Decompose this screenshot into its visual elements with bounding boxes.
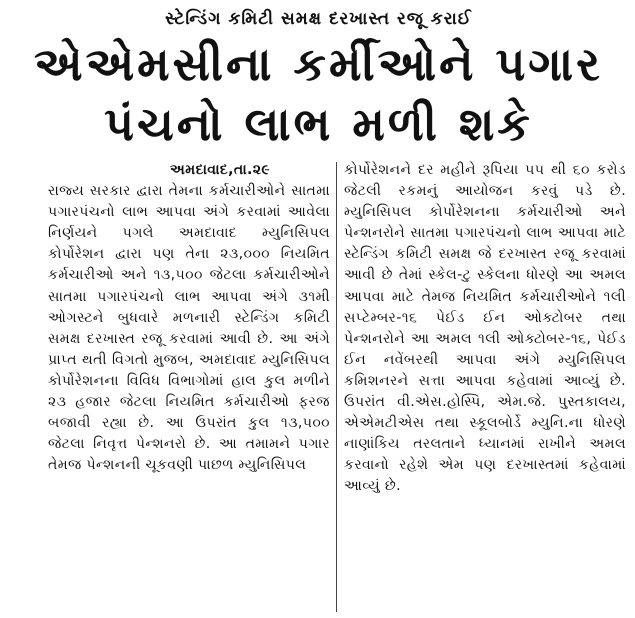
right-column xyxy=(344,160,626,498)
kicker: સ્ટેન્ડિંગ કમિટી સમક્ષ દરખાસ્ત રજૂ કરાઈ xyxy=(165,9,472,29)
headline-line-2: પંચનો લાભ મળી શકે xyxy=(104,97,533,151)
dateline: અમદાવાદ,તા.૨૯ xyxy=(170,162,271,178)
left-column-text: રાજ્ય સરકાર દ્વારા તેમના કર્મચારીઓને સાતમા પગારપંચનો લાભ આપવા અંગે કરવામાં આવેલા નિર્ણયને પગલે અમદાવાદ મ્યુનિસિપલ કોર્પોરેશન દ્વારા પણ તેના ૨૩,૦૦૦ નિયમિત કર્મચારીઓ અને ૧૩,૫૦૦ જેટલા કર્મચારીઓને સાતમા પગારપંચનો લાભ આપવા અંગે ૩૧મી ઓગસ્ટને બુધવારે મળનારી સ્ટેન્ડિંગ કમિટી સમક્ષ દરખાસ્ત રજૂ કરવામાં આવી છે. આ અંગે પ્રાપ્ત થતી વિગતો મુજબ, અમદાવાદ મ્યુનિસિપલ કોર્પોરેશનના વિવિધ વિભાગોમાં હાલ કુલ મળીને ૨૩ હજાર જેટલા નિયમિત કર્મચારીઓ ફરજ બજાવી રહ્યા છે. આ ઉપરાંત કુલ ૧૩,૫૦૦ જેટલા નિવૃત્ત પેન્શનરો છે. આ તમામને પગાર તેમજ પેન્શનની ચૂકવણી પાછળ મ્યુનિસિપલ xyxy=(48,183,330,474)
column-divider xyxy=(336,162,337,612)
left-column xyxy=(48,160,330,476)
headline-line-1: એએમસીના કર્મીઓને પગાર xyxy=(34,37,603,91)
right-column-text: કોર્પોરેશનને દર મહીને રૂપિયા ૫૫ થી ૬૦ કરોડ જેટલી રકમનું આયોજન કરવું પડે છે. મ્યુનિસિપલ કોર્પોરેશનના કર્મચારીઓ અને પેન્શનરોને સાતમા પગારપંચનો લાભ આપવા માટે સ્ટેન્ડિંગ કમિટી સમક્ષ જે દરખાસ્ત રજૂ કરવામાં આવી છે તેમાં સ્કેલ-ટુ સ્કેલના ધોરણે આ અમલ આપવા માટે તેમજ નિયમિત કર્મચારીઓને ૧લી સપ્ટેમ્બર-૧૬ પેઈડ ઈન ઓક્ટોબર તથા પેન્શનરોને આ અમલ ૧લી ઓક્ટોબર-૧૬, પેઈડ ઈન નવેંબરથી આપવા અંગે મ્યુનિસિપલ કમિશનરને સત્તા આપવા કહેવામાં આવ્યું છે. ઉપરાંત વી.એસ.હોસ્પિ, એમ.જે. પુસ્તકાલય, એએમટીએસ તથા સ્કૂલબોર્ડે મ્યુનિ.ના ધોરણે નાણાંકિય તરલતાને ધ્યાનમાં રાખીને અમલ કરવાનો રહેશે એમ પણ દરખાસ્તમાં કહેવામાં આવ્યું છે. xyxy=(344,162,626,495)
